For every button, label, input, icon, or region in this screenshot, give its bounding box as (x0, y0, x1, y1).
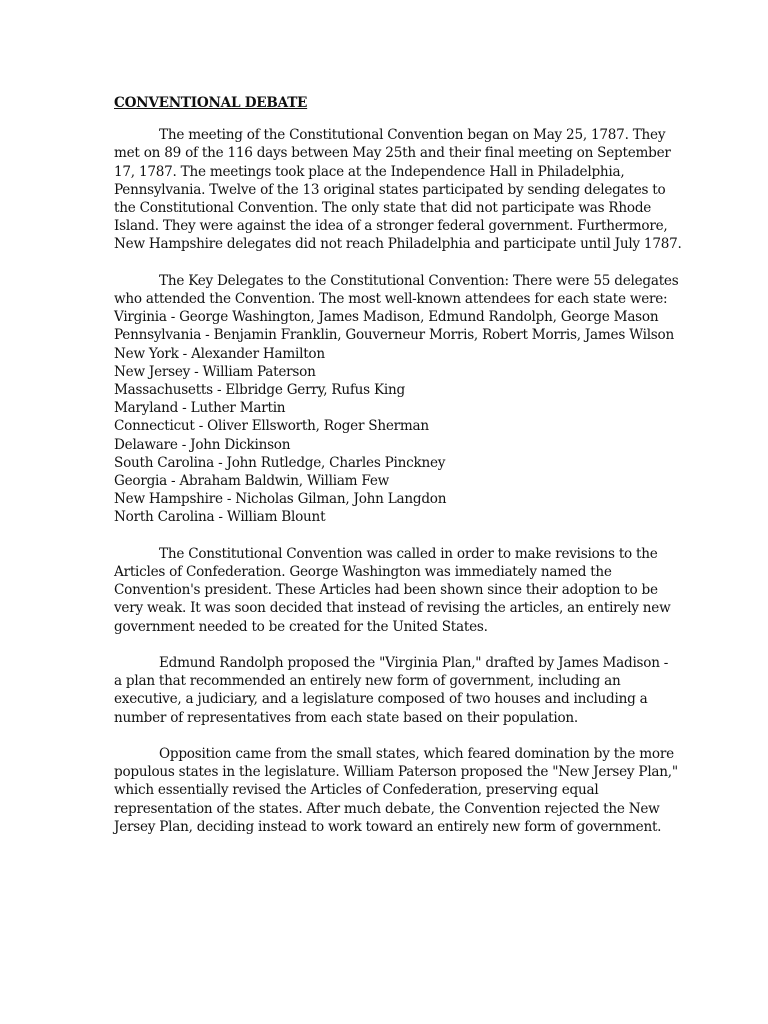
paragraph-line: The Key Delegates to the Constitutional Convention: There were 55 delegates (159, 272, 679, 289)
delegate-list-item: Pennsylvania - Benjamin Franklin, Gouverneur Morris, Robert Morris, James Wilson (114, 327, 674, 344)
paragraph-line: Pennsylvania. Twelve of the 13 original states participated by sending delegates to (114, 181, 666, 198)
paragraph-virginia-plan (114, 654, 674, 727)
delegate-list-item: Delaware - John Dickinson (114, 436, 291, 453)
delegate-list-item: Connecticut - Oliver Ellsworth, Roger Sherman (114, 418, 429, 435)
paragraph-line: government needed to be created for the United States. (114, 618, 488, 635)
paragraph-line: met on 89 of the 116 days between May 25th and their final meeting on September (114, 145, 671, 162)
paragraph-line: The meeting of the Constitutional Convention began on May 25, 1787. They (159, 127, 666, 144)
delegate-list-item: Virginia - George Washington, James Madison, Edmund Randolph, George Mason (114, 309, 659, 326)
paragraph-convention-meeting (114, 126, 682, 253)
paragraph-line: representation of the states. After much debate, the Convention rejected the New (114, 800, 660, 817)
document-title: CONVENTIONAL DEBATE (114, 95, 308, 111)
paragraph-line: New Hampshire delegates did not reach Philadelphia and participate until July 1787. (114, 236, 682, 253)
paragraph-line: Island. They were against the idea of a stronger federal government. Furthermore, (114, 218, 668, 235)
paragraph-line: Edmund Randolph proposed the "Virginia Plan," drafted by James Madison - (159, 655, 669, 672)
paragraph-line: executive, a judiciary, and a legislature composed of two houses and including a (114, 691, 648, 708)
delegate-list-item: Massachusetts - Elbridge Gerry, Rufus King (114, 382, 405, 399)
delegate-list-item: Georgia - Abraham Baldwin, William Few (114, 473, 389, 490)
paragraph-line: 17, 1787. The meetings took place at the Independence Hall in Philadelphia, (114, 163, 625, 180)
delegate-list-item: New Hampshire - Nicholas Gilman, John Langdon (114, 491, 447, 508)
paragraph-line: populous states in the legislature. William Paterson proposed the "New Jersey Plan," (114, 764, 678, 781)
paragraph-line: Articles of Confederation. George Washington was immediately named the (114, 564, 612, 581)
paragraph-line: a plan that recommended an entirely new form of government, including an (114, 673, 621, 690)
paragraph-line: Convention's president. These Articles had been shown since their adoption to be (114, 582, 658, 599)
paragraph-line: very weak. It was soon decided that instead of revising the articles, an entirely new (114, 600, 671, 617)
document-page (114, 94, 682, 854)
paragraph-convention-purpose (114, 545, 674, 636)
paragraph-key-delegates (114, 272, 679, 527)
delegate-list-item: New York - Alexander Hamilton (114, 345, 325, 362)
delegate-list-item: New Jersey - William Paterson (114, 363, 316, 380)
paragraph-new-jersey-plan (114, 745, 678, 836)
paragraph-line: Opposition came from the small states, which feared domination by the more (159, 746, 674, 763)
paragraph-line: who attended the Convention. The most well-known attendees for each state were: (114, 291, 668, 308)
delegate-list-item: North Carolina - William Blount (114, 509, 326, 526)
delegate-list-item: Maryland - Luther Martin (114, 400, 286, 417)
paragraph-line: the Constitutional Convention. The only state that did not participate was Rhode (114, 200, 652, 217)
paragraph-line: number of representatives from each state based on their population. (114, 709, 579, 726)
paragraph-line: The Constitutional Convention was called in order to make revisions to the (159, 545, 658, 562)
paragraph-line: Jersey Plan, deciding instead to work toward an entirely new form of government. (114, 818, 662, 835)
paragraph-line: which essentially revised the Articles of Confederation, preserving equal (114, 782, 599, 799)
delegate-list-item: South Carolina - John Rutledge, Charles Pinckney (114, 454, 446, 471)
